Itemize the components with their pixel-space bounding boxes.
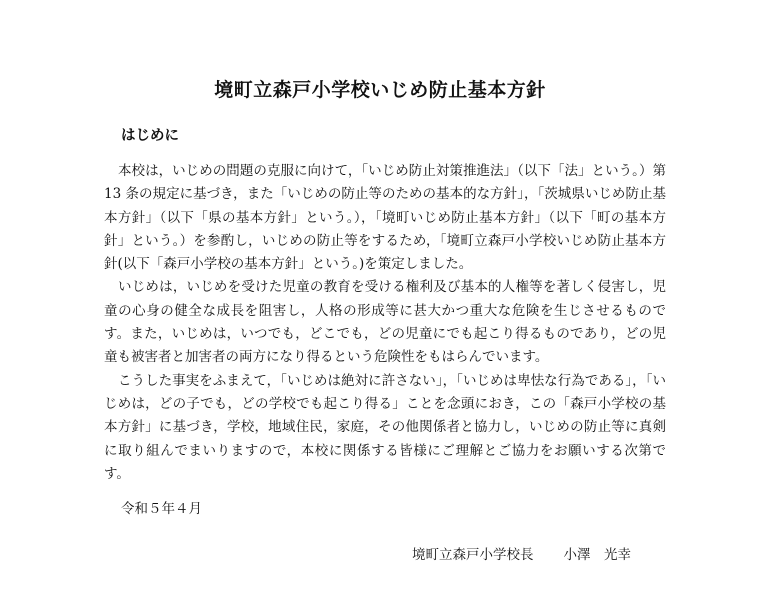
paragraph-3: こうした事実をふまえて，「いじめは絶対に許さない」，「いじめは卑怯な行為である」，「いじめは，どの子でも，どの学校でも起こり得る」ことを念頭におき，この「森戸小学校の基本方針」に基づき，学校，地域住民，家庭，その他関係者と協力し，いじめの防止等に真剣に取り組んでまいりますので，本校に関係する皆様にご理解とご協力をお願いする次第です。 [104, 372, 666, 482]
document-title: 境町立森戸小学校いじめ防止基本方針 [214, 79, 546, 101]
paragraph-2: いじめは，いじめを受けた児童の教育を受ける権利及び基本的人権等を著しく侵害し，児童の心身の健全な成長を阻害し，人格の形成等に甚大かつ重大な危険を生じさせるものです。また，いじめは，いつでも，どこでも，どの児童にでも起こり得るものであり，どの児童も被害者と加害者の両方になり得るという危険性をもはらんでいます。 [104, 279, 666, 366]
signature-name: 小澤 光幸 [563, 547, 631, 563]
section-heading: はじめに [121, 128, 179, 144]
issue-date: 令和５年４月 [121, 501, 202, 517]
paragraph-1: 本校は，いじめの問題の克服に向けて，「いじめ防止対策推進法」（以下「法」という。）第 13 条の規定に基づき，また「いじめの防止等のための基本的な方針」，「茨城県いじめ防止基本方針」（以下「県の基本方針」という。），「境町いじめ防止基本方針」（以下「町の基本方針」という。）を参酌し，いじめの防止等をするため，「境町立森戸小学校いじめ防止基本方針(以下「森戸小学校の基本方針」という。)を策定しました。 [104, 163, 666, 273]
body-text [104, 160, 666, 486]
signature-title: 境町立森戸小学校長 [412, 547, 534, 563]
signature [412, 543, 631, 563]
